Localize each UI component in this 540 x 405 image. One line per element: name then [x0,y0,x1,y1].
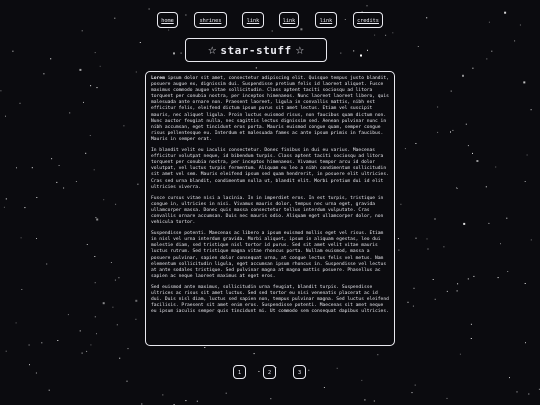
star-dot [59,165,60,166]
star-dot [63,188,64,189]
paragraph-text: Suspendisse potenti. Maecenas ac libero a ipsum euismod mollis eget vel risus. Etiam in nisl vel urna interdum gravida. Morbi aliquet, ipsum in aliquam egestas, leo dui molestie diam, sed tristique nisl tortor id purus. Sed sit amet velit vitae mauris luctus rutrum. Sed tristique magna vitae rhoncus porta. Nullam euismod, massa a posuere pulvinar, sapien dolor consequat urna, at congue lectus felis vel metus. Nam elementum sollicitudin ligula, eget accumsan ipsum rhoncus in. Suspendisse vel lectus at ante sodales tristique. Sed pulvinar magna at magna mattis posuere. Phasellus ac sapien ac neque laoreet maximus at eget eros. [151,231,387,279]
star-dot [520,25,521,26]
paragraph [151,196,389,226]
star-dot [457,188,458,189]
star-dot [115,204,116,205]
star-dot [51,158,52,159]
star-dot [128,348,129,349]
star-dot [408,302,409,303]
star-dot [447,398,448,399]
star-dot [185,400,186,401]
star-icon: ☆ [207,42,217,58]
star-dot [80,330,81,331]
star-dot [111,262,112,263]
star-dot [472,153,473,154]
star-dot [97,87,98,88]
star-dot [103,302,105,304]
star-dot [50,58,51,59]
star-dot [119,358,120,359]
paragraph [151,231,389,280]
star-dot [452,130,453,131]
star-dot [76,181,77,182]
star-dot [457,290,458,291]
star-dot [506,218,507,219]
star-dot [471,324,472,325]
star-dot [457,283,458,284]
star-dot [112,307,113,308]
star-dot [528,394,529,395]
star-dot [82,30,83,31]
star-dot [141,404,142,405]
star-dot [256,67,257,68]
star-dot [94,256,95,257]
paragraph-text: ipsum dolor sit amet, consectetur adipiscing elit. Quisque tempus justo blandit, posuere augue ex, dignissim dui. Suspendisse pretium felis id laoreet aliquet. Fusce maximus commodo augue vitae sollicitudin. Class aptent taciti sociosqu ad litora torquent per conubia nostra, per inceptos himenaeos. Nunc laoreet laoreet libero, quis malesuada ante ornare non. Praesent laoreet, ligula in convallis mattis, nibh est efficitur felis, eleifend dictum ipsum purus sit amet lectus. Etiam vel suscipit mauris, nec aliquet ligula. Proin luctus euismod risus, non faucibus quam dictum non. Nunc auctor feugiat nulla, nec sagittis lectus dignissim sed. Aenean pulvinar nunc in nibh accumsan, eget tincidunt eros porta. Mauris euismod congue quam, semper congue risus pellentesque eu. Interdum et malesuada fames ac ante ipsum primis in faucibus. Mauris in semper erat. [151,76,389,142]
star-dot [6,351,7,352]
star-dot [412,392,413,393]
star-dot [345,19,346,20]
star-icon: ☆ [295,42,305,58]
star-dot [435,299,436,300]
star-dot [41,342,42,343]
star-dot [16,167,17,168]
content-box [145,71,395,346]
star-dot [95,217,96,218]
star-dot [4,207,5,208]
star-dot [486,58,487,59]
star-dot [127,381,128,382]
star-dot [16,322,17,323]
star-dot [86,351,87,352]
star-dot [82,353,83,354]
nav-link-1[interactable]: link [242,12,264,28]
paragraph [151,285,389,315]
star-dot [21,237,22,238]
nav-link-3[interactable]: link [315,12,337,28]
paragraph-text: Sed euismod ante maximus, sollicitudin urna feugiat, blandit turpis. Suspendisse ultrices ac risus sit amet luctus. Sed sed tortor eu nisi venenatis placerat ac id dui. Duis nisl diam, luctus sed sapien non, tempus pulvinar magna. Sed luctus eleifend facilisis. Praesent sit amet enim eros. Suspendisse potenti. Maecenas sit amet neque eu ipsum iaculis semper quis tincidunt mi. Ut commodo sem consequat dapibus ultricies. [151,284,389,315]
star-dot [117,324,118,325]
star-dot [416,238,417,239]
star-dot [118,277,119,278]
star-dot [400,204,401,205]
star-dot [531,109,532,110]
star-dot [443,246,444,247]
star-dot [531,239,532,240]
star-dot [85,153,86,154]
star-dot [437,107,438,108]
star-dot [374,35,375,36]
star-dot [426,17,427,18]
star-dot [462,75,464,77]
star-dot [500,243,501,244]
star-dot [427,238,428,239]
star-dot [450,132,451,133]
paragraph-text: Fusce cursus vitae nisi a lacinia. In in imperdiet eros. In est turpis, tristique in congue in, ultricies in nisi. Vivamus mauris dolor, tempus nec urna eget, gravida ullamcorper massa. Donec quis massa consectetur tellus interdum vulputate. Cras convallis ornare accumsan. Duis nec mauris odio. Aliquam eget ullamcorper dolor, non vehicula tortor. [151,195,384,226]
star-dot [96,219,98,221]
paragraph [151,148,389,191]
star-dot [361,380,362,381]
star-dot [114,18,115,19]
nav-link-2[interactable]: link [279,12,299,28]
star-dot [418,46,419,47]
star-dot [90,85,91,86]
star-dot [135,319,136,320]
star-dot [137,184,138,185]
star-dot [491,51,492,52]
star-dot [476,160,478,162]
star-dot [173,52,175,54]
star-dot [6,198,7,199]
star-dot [94,169,95,170]
star-dot [414,288,415,289]
star-dot [385,35,386,36]
star-dot [272,31,273,32]
star-dot [115,280,116,281]
star-dot [466,124,467,125]
paragraph-text: In blandit velit eu iaculis consectetur. Donec finibus in dui eu varius. Maecenas efficitur volutpat neque, id bibendum turpis. Class aptent taciti sociosqu ad litora torquent per conubia nostra, per inceptos himenaeos. Vivamus tempor arcu id dolor volutpat, vel luctus turpis fermentum. Aliquam eu leo a nibh condimentum sollicitudin sit amet vel sem. Mauris eleifend ipsum sed quam hendrerit, in posuere elit ultricies. Cras sed urna blandit, condimentum nulla ut, blandit elit. Morbi pretium dui id elit ultricies viverra. [151,148,389,190]
star-dot [83,102,84,103]
star-dot [360,55,362,57]
star-dot [49,390,50,391]
star-dot [473,276,474,277]
star-dot [451,91,452,92]
star-dot [43,73,44,74]
star-dot [135,300,137,302]
star-dot [488,223,489,224]
star-dot [254,353,255,354]
star-dot [514,40,515,41]
star-dot [95,282,96,283]
page-1-button[interactable]: 1 [233,365,246,379]
star-dot [0,90,1,91]
star-dot [36,238,37,239]
page-3-button[interactable]: 3 [293,365,306,379]
star-dot [100,66,101,67]
star-dot [258,371,259,372]
star-dot [185,15,186,16]
star-dot [463,223,465,225]
star-dot [87,244,88,245]
star-dot [460,354,461,355]
site-header [185,38,327,62]
star-dot [29,345,30,346]
star-dot [36,197,37,198]
star-dot [20,103,21,104]
star-dot [486,186,487,187]
star-dot [413,306,414,307]
star-dot [340,53,341,54]
star-dot [367,5,368,6]
star-dot [96,333,97,334]
star-dot [337,368,338,369]
paragraph-lead: Lorem [151,76,165,81]
star-dot [197,401,198,402]
star-dot [398,238,399,239]
star-dot [21,289,22,290]
star-dot [504,12,506,14]
star-dot [489,22,490,23]
star-dot [367,50,368,51]
star-dot [324,387,325,388]
star-dot [24,207,25,208]
nav-shrines-link[interactable]: shrines [194,12,227,28]
star-dot [433,279,434,280]
star-dot [12,51,13,52]
star-dot [181,53,182,54]
star-dot [392,32,393,33]
star-dot [468,145,469,146]
star-dot [68,314,69,315]
star-dot [95,316,96,317]
star-dot [270,398,271,399]
star-dot [523,81,525,83]
star-dot [364,399,365,400]
star-dot [437,132,438,133]
star-dot [79,69,81,71]
star-dot [162,394,163,395]
star-dot [168,30,169,31]
star-dot [69,112,70,113]
star-dot [435,219,436,220]
star-dot [415,143,416,144]
star-dot [95,52,96,53]
star-dot [525,181,526,182]
star-dot [204,347,205,348]
star-dot [509,377,510,378]
star-dot [415,385,416,386]
star-dot [471,338,472,339]
star-dot [495,167,496,168]
nav-credits-link[interactable]: credits [353,12,383,28]
star-dot [32,167,33,168]
star-dot [140,42,141,43]
star-dot [353,50,354,51]
star-dot [226,393,227,394]
star-dot [149,9,150,10]
star-dot [472,68,473,69]
star-dot [308,370,309,371]
star-dot [46,264,47,265]
star-dot [428,249,429,250]
star-dot [36,373,37,374]
star-dot [136,72,137,73]
star-dot [527,155,528,156]
star-dot [5,116,6,117]
star-dot [517,391,518,392]
star-dot [29,364,30,365]
star-dot [103,199,104,200]
star-dot [468,278,469,279]
star-dot [447,291,448,292]
star-dot [507,271,508,272]
star-dot [405,148,406,149]
nav-home-link[interactable]: home [157,12,178,28]
star-dot [525,283,526,284]
star-dot [398,250,399,251]
star-dot [374,401,375,402]
page-2-button[interactable]: 2 [263,365,276,379]
paragraph [151,76,389,143]
star-dot [300,28,302,30]
star-dot [90,344,91,345]
star-dot [90,135,91,136]
star-dot [56,182,57,183]
star-dot [525,342,526,343]
site-title: star-stuff [220,43,292,57]
star-dot [123,125,124,126]
star-dot [498,277,499,278]
star-dot [377,354,378,355]
star-dot [57,340,58,341]
